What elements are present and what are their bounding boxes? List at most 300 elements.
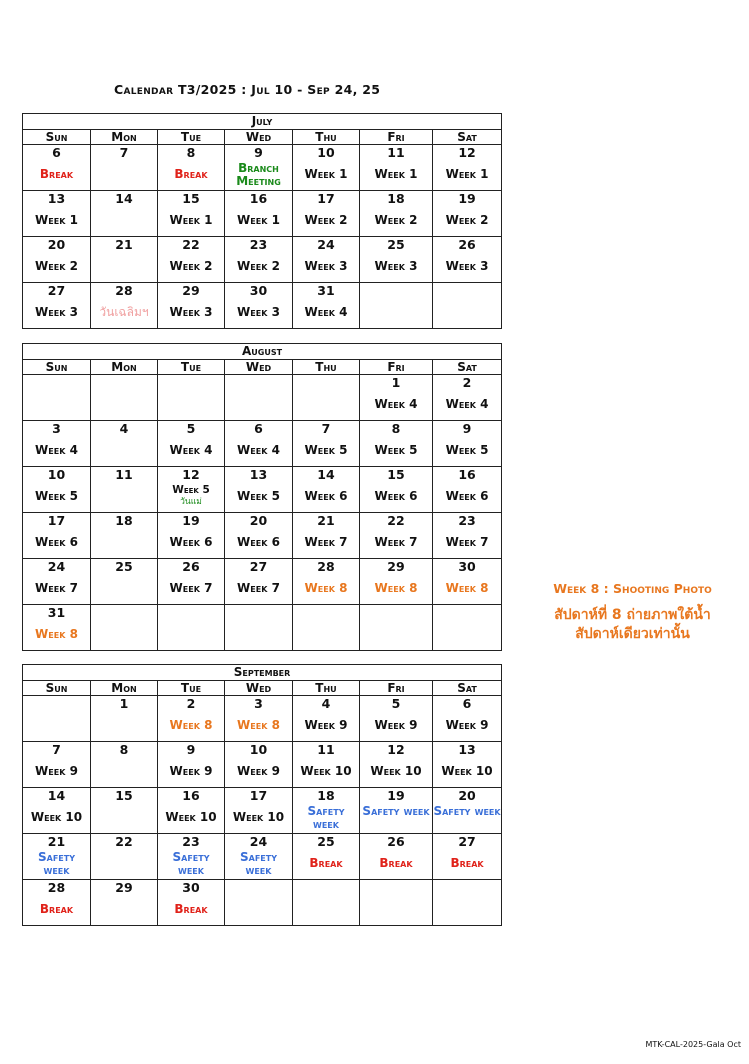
day-number: 25 — [387, 237, 405, 252]
day-number: 19 — [387, 788, 405, 803]
day-cell — [433, 834, 502, 880]
day-label: Safety week — [172, 850, 210, 877]
day-number: 5 — [186, 421, 196, 436]
day-cell — [293, 421, 360, 467]
day-number: 5 — [391, 696, 401, 711]
day-label: Week 4 — [35, 443, 78, 457]
week-row — [23, 880, 502, 926]
day-cell — [293, 467, 360, 513]
day-cell — [360, 145, 433, 191]
day-number: 10 — [249, 742, 268, 757]
day-cell — [23, 145, 91, 191]
day-label: Safety week — [307, 804, 345, 831]
day-label: Week 3 — [304, 259, 348, 273]
day-number: 14 — [317, 467, 335, 482]
empty-cell — [23, 375, 91, 421]
day-cell — [91, 696, 158, 742]
day-number: 19 — [458, 191, 476, 206]
day-cell — [91, 283, 158, 329]
day-cell — [158, 742, 225, 788]
day-cell — [158, 834, 225, 880]
weekday-header: Tue — [158, 681, 225, 696]
day-number: 12 — [182, 467, 200, 482]
weekday-header: Fri — [360, 681, 433, 696]
day-number: 11 — [387, 145, 405, 160]
day-cell — [293, 237, 360, 283]
day-label: Week 10 — [300, 764, 352, 778]
day-cell — [225, 559, 293, 605]
day-label: Week 6 — [237, 535, 280, 549]
day-cell — [225, 421, 293, 467]
empty-cell — [158, 605, 225, 651]
day-number: 21 — [115, 237, 133, 252]
day-number: 26 — [387, 834, 405, 849]
day-cell — [158, 696, 225, 742]
weekday-header: Mon — [91, 130, 158, 145]
calendar-august — [22, 343, 502, 651]
day-cell — [293, 788, 360, 834]
day-number: 27 — [47, 283, 66, 298]
day-cell — [360, 513, 433, 559]
day-label: Week 6 — [169, 535, 213, 549]
day-label: Week 8 — [445, 581, 489, 595]
day-number: 25 — [115, 559, 133, 574]
day-label: Week 9 — [374, 718, 418, 732]
weekday-header: Wed — [225, 130, 293, 145]
day-number: 23 — [458, 513, 476, 528]
day-label: Safety week — [239, 850, 277, 877]
week-row — [23, 145, 502, 191]
empty-cell — [360, 605, 433, 651]
day-cell — [433, 696, 502, 742]
day-number: 29 — [115, 880, 133, 895]
weekday-header: Wed — [225, 360, 293, 375]
day-cell — [23, 513, 91, 559]
day-label: Week 2 — [35, 259, 78, 273]
day-cell — [158, 880, 225, 926]
day-number: 31 — [47, 605, 66, 620]
day-number: 27 — [249, 559, 268, 574]
day-cell — [225, 696, 293, 742]
day-number: 22 — [387, 513, 405, 528]
day-label: Week 5 — [445, 443, 489, 457]
week-row — [23, 696, 502, 742]
day-number: 3 — [254, 696, 263, 711]
day-cell — [91, 237, 158, 283]
day-label: Week 7 — [304, 535, 348, 549]
day-number: 14 — [115, 191, 133, 206]
week-row — [23, 513, 502, 559]
empty-cell — [225, 880, 293, 926]
day-cell — [23, 880, 91, 926]
day-number: 9 — [254, 145, 263, 160]
day-number: 10 — [47, 467, 66, 482]
day-label: Break — [174, 167, 208, 181]
day-label: Break — [39, 167, 74, 181]
day-label: Week 5 — [237, 489, 280, 503]
week-row — [23, 421, 502, 467]
day-number: 18 — [115, 513, 133, 528]
day-number: 16 — [182, 788, 200, 803]
day-label: Week 6 — [374, 489, 418, 503]
day-number: 2 — [462, 375, 472, 390]
day-number: 22 — [182, 237, 200, 252]
day-label: Break — [174, 902, 208, 916]
day-label: Week 3 — [35, 305, 78, 319]
empty-cell — [158, 375, 225, 421]
day-number: 24 — [47, 559, 66, 574]
day-label: Week 10 — [441, 764, 493, 778]
day-label: Week 9 — [304, 718, 348, 732]
day-number: 15 — [182, 191, 200, 206]
day-number: 8 — [119, 742, 129, 757]
day-cell — [225, 513, 293, 559]
day-label: Break — [379, 856, 413, 870]
day-label: Week 6 — [304, 489, 348, 503]
calendar-september — [22, 664, 502, 926]
day-cell — [433, 191, 502, 237]
empty-cell — [433, 283, 502, 329]
day-label: Week 5 — [374, 443, 418, 457]
day-cell — [158, 145, 225, 191]
day-cell — [23, 559, 91, 605]
day-label: วันเฉลิมฯ — [99, 305, 149, 319]
day-label: Safety week — [362, 804, 430, 818]
day-label: Week 1 — [237, 213, 280, 227]
day-label: Week 1 — [304, 167, 348, 181]
day-cell — [23, 421, 91, 467]
weekday-header: Fri — [360, 130, 433, 145]
empty-cell — [433, 605, 502, 651]
day-cell — [293, 742, 360, 788]
empty-cell — [91, 375, 158, 421]
empty-cell — [293, 375, 360, 421]
day-label: Week 8 — [374, 581, 418, 595]
day-number: 18 — [317, 788, 335, 803]
weekday-header: Tue — [158, 360, 225, 375]
day-cell — [91, 421, 158, 467]
weekday-header: Mon — [91, 681, 158, 696]
day-label: Week 3 — [445, 259, 489, 273]
week-row — [23, 375, 502, 421]
weekday-header: Thu — [293, 130, 360, 145]
day-label: Week 6 — [35, 535, 78, 549]
day-number: 23 — [249, 237, 268, 252]
day-label: Week 10 — [165, 810, 217, 824]
day-label: Week 5 — [304, 443, 348, 457]
day-cell — [91, 191, 158, 237]
day-label: Week 5 — [172, 484, 210, 496]
day-label: Week 3 — [374, 259, 418, 273]
day-number: 24 — [317, 237, 335, 252]
day-number: 20 — [249, 513, 268, 528]
day-number: 15 — [387, 467, 405, 482]
day-cell — [360, 467, 433, 513]
day-number: 29 — [182, 283, 200, 298]
day-label: Week 1 — [445, 167, 489, 181]
day-label: Week 4 — [374, 397, 418, 411]
day-cell — [23, 788, 91, 834]
day-number: 21 — [47, 834, 66, 849]
empty-cell — [360, 283, 433, 329]
weekday-header: Sun — [23, 360, 91, 375]
empty-cell — [91, 605, 158, 651]
empty-cell — [23, 696, 91, 742]
week-row — [23, 467, 502, 513]
day-label: Week 7 — [445, 535, 489, 549]
weekday-header: Sat — [433, 130, 502, 145]
day-number: 28 — [47, 880, 66, 895]
day-cell — [158, 421, 225, 467]
day-number: 31 — [317, 283, 335, 298]
day-label: Week 4 — [237, 443, 280, 457]
day-cell — [23, 605, 91, 651]
day-number: 17 — [249, 788, 268, 803]
day-label: Week 2 — [304, 213, 348, 227]
page-title: Calendar T3/2025 : Jul 10 - Sep 24, 25 — [114, 82, 381, 97]
day-cell — [360, 696, 433, 742]
day-cell — [360, 834, 433, 880]
day-label: Week 2 — [445, 213, 489, 227]
day-number: 29 — [387, 559, 405, 574]
day-number: 13 — [47, 191, 66, 206]
weekday-header: Mon — [91, 360, 158, 375]
day-number: 2 — [186, 696, 196, 711]
day-cell — [23, 283, 91, 329]
day-cell — [433, 375, 502, 421]
day-number: 9 — [186, 742, 196, 757]
day-cell — [293, 834, 360, 880]
weekday-header: Wed — [225, 681, 293, 696]
day-number: 28 — [317, 559, 335, 574]
day-number: 25 — [317, 834, 335, 849]
day-label: Week 10 — [232, 810, 285, 824]
day-label: Week 2 — [374, 213, 418, 227]
day-cell — [158, 513, 225, 559]
weekday-header: Tue — [158, 130, 225, 145]
day-number: 4 — [119, 421, 129, 436]
empty-cell — [433, 880, 502, 926]
day-number: 26 — [182, 559, 200, 574]
day-number: 13 — [458, 742, 476, 757]
day-label: Week 9 — [169, 764, 213, 778]
day-label: Week 10 — [30, 810, 83, 824]
day-label: Week 8 — [304, 581, 348, 595]
day-label: Week 9 — [237, 764, 280, 778]
day-label: Week 6 — [445, 489, 489, 503]
day-number: 9 — [462, 421, 472, 436]
day-cell — [158, 559, 225, 605]
day-label: Week 1 — [35, 213, 78, 227]
day-cell — [360, 421, 433, 467]
weekday-header: Fri — [360, 360, 433, 375]
empty-cell — [360, 880, 433, 926]
day-number: 12 — [458, 145, 476, 160]
calendar-july — [22, 113, 502, 329]
day-label: Week 8 — [237, 718, 280, 732]
day-cell — [225, 191, 293, 237]
day-cell — [225, 283, 293, 329]
week-row — [23, 605, 502, 651]
day-cell — [158, 283, 225, 329]
day-cell — [293, 696, 360, 742]
shooting-note-heading: Week 8 : Shooting Photo — [553, 581, 712, 596]
day-number: 28 — [115, 283, 133, 298]
day-cell — [433, 788, 502, 834]
day-number: 10 — [317, 145, 335, 160]
day-number: 11 — [115, 467, 133, 482]
day-cell — [225, 467, 293, 513]
day-cell — [158, 237, 225, 283]
month-header: September — [23, 665, 502, 681]
day-number: 6 — [254, 421, 263, 436]
day-cell — [360, 375, 433, 421]
day-number: 30 — [249, 283, 268, 298]
empty-cell — [225, 605, 293, 651]
day-cell — [293, 191, 360, 237]
day-cell — [158, 467, 225, 513]
day-cell — [23, 467, 91, 513]
day-label: Week 3 — [237, 305, 280, 319]
day-number: 4 — [321, 696, 331, 711]
day-label: Week 9 — [35, 764, 78, 778]
day-number: 30 — [182, 880, 200, 895]
day-sublabel: วันแม่ — [180, 497, 202, 507]
day-cell — [23, 742, 91, 788]
shooting-note-thai — [520, 606, 745, 644]
weekday-header: Sat — [433, 360, 502, 375]
day-label: Week 1 — [374, 167, 418, 181]
day-label: Week 10 — [370, 764, 422, 778]
day-cell — [91, 742, 158, 788]
day-number: 7 — [321, 421, 331, 436]
document-footer: MTK-CAL-2025-Gala Oct — [645, 1040, 741, 1049]
day-label: Week 2 — [169, 259, 213, 273]
day-number: 8 — [186, 145, 196, 160]
day-cell — [23, 834, 91, 880]
day-cell — [360, 559, 433, 605]
day-cell — [360, 237, 433, 283]
day-number: 30 — [458, 559, 476, 574]
day-number: 1 — [391, 375, 401, 390]
day-number: 1 — [119, 696, 129, 711]
day-cell — [225, 834, 293, 880]
day-number: 8 — [391, 421, 401, 436]
day-label: Week 8 — [169, 718, 213, 732]
day-number: 3 — [52, 421, 61, 436]
day-cell — [91, 880, 158, 926]
weekday-header: Thu — [293, 360, 360, 375]
day-number: 22 — [115, 834, 133, 849]
week-row — [23, 237, 502, 283]
week-row — [23, 559, 502, 605]
day-label: Break — [39, 902, 74, 916]
day-cell — [158, 788, 225, 834]
day-cell — [225, 237, 293, 283]
day-number: 27 — [458, 834, 476, 849]
day-number: 20 — [458, 788, 476, 803]
day-number: 24 — [249, 834, 268, 849]
day-number: 17 — [317, 191, 335, 206]
day-cell — [91, 513, 158, 559]
day-number: 18 — [387, 191, 405, 206]
week-row — [23, 742, 502, 788]
day-label: Week 1 — [169, 213, 213, 227]
day-number: 26 — [458, 237, 476, 252]
day-label: Week 2 — [237, 259, 280, 273]
day-label: Break — [309, 856, 343, 870]
day-cell — [433, 467, 502, 513]
day-cell — [433, 513, 502, 559]
day-cell — [23, 237, 91, 283]
day-label: Safety week — [433, 804, 501, 818]
day-number: 21 — [317, 513, 335, 528]
day-cell — [293, 513, 360, 559]
empty-cell — [293, 880, 360, 926]
day-cell — [293, 145, 360, 191]
day-number: 19 — [182, 513, 200, 528]
weekday-header: Thu — [293, 681, 360, 696]
day-label: Week 4 — [304, 305, 348, 319]
month-header: July — [23, 114, 502, 130]
day-label: Week 9 — [445, 718, 489, 732]
day-label: Week 7 — [169, 581, 213, 595]
empty-cell — [293, 605, 360, 651]
day-cell — [225, 788, 293, 834]
month-header: August — [23, 344, 502, 360]
day-number: 11 — [317, 742, 335, 757]
day-number: 12 — [387, 742, 405, 757]
day-number: 7 — [119, 145, 129, 160]
day-number: 15 — [115, 788, 133, 803]
day-label: Week 7 — [374, 535, 418, 549]
weekday-header: Sun — [23, 681, 91, 696]
weekday-header: Sat — [433, 681, 502, 696]
day-number: 17 — [47, 513, 66, 528]
day-number: 23 — [182, 834, 200, 849]
day-cell — [225, 145, 293, 191]
day-number: 20 — [47, 237, 66, 252]
day-cell — [293, 559, 360, 605]
day-label: Week 4 — [445, 397, 489, 411]
day-label: Week 7 — [237, 581, 280, 595]
day-label: Week 8 — [35, 627, 78, 641]
day-label: Safety week — [37, 850, 75, 877]
day-cell — [225, 742, 293, 788]
week-row — [23, 191, 502, 237]
day-cell — [91, 145, 158, 191]
day-cell — [360, 191, 433, 237]
empty-cell — [225, 375, 293, 421]
day-label: Week 3 — [169, 305, 213, 319]
day-label: Branch Meeting — [236, 161, 281, 188]
week-row — [23, 834, 502, 880]
day-cell — [433, 559, 502, 605]
day-label: Week 5 — [35, 489, 78, 503]
day-number: 14 — [47, 788, 66, 803]
day-cell — [91, 467, 158, 513]
day-label: Week 7 — [35, 581, 78, 595]
day-cell — [91, 834, 158, 880]
day-cell — [433, 237, 502, 283]
day-number: 7 — [52, 742, 61, 757]
week-row — [23, 283, 502, 329]
shooting-note-line1: สัปดาห์ที่ 8 ถ่ายภาพใต้น้ำ — [554, 607, 711, 623]
day-label: Week 4 — [169, 443, 213, 457]
day-cell — [433, 145, 502, 191]
day-number: 16 — [249, 191, 268, 206]
day-cell — [91, 559, 158, 605]
